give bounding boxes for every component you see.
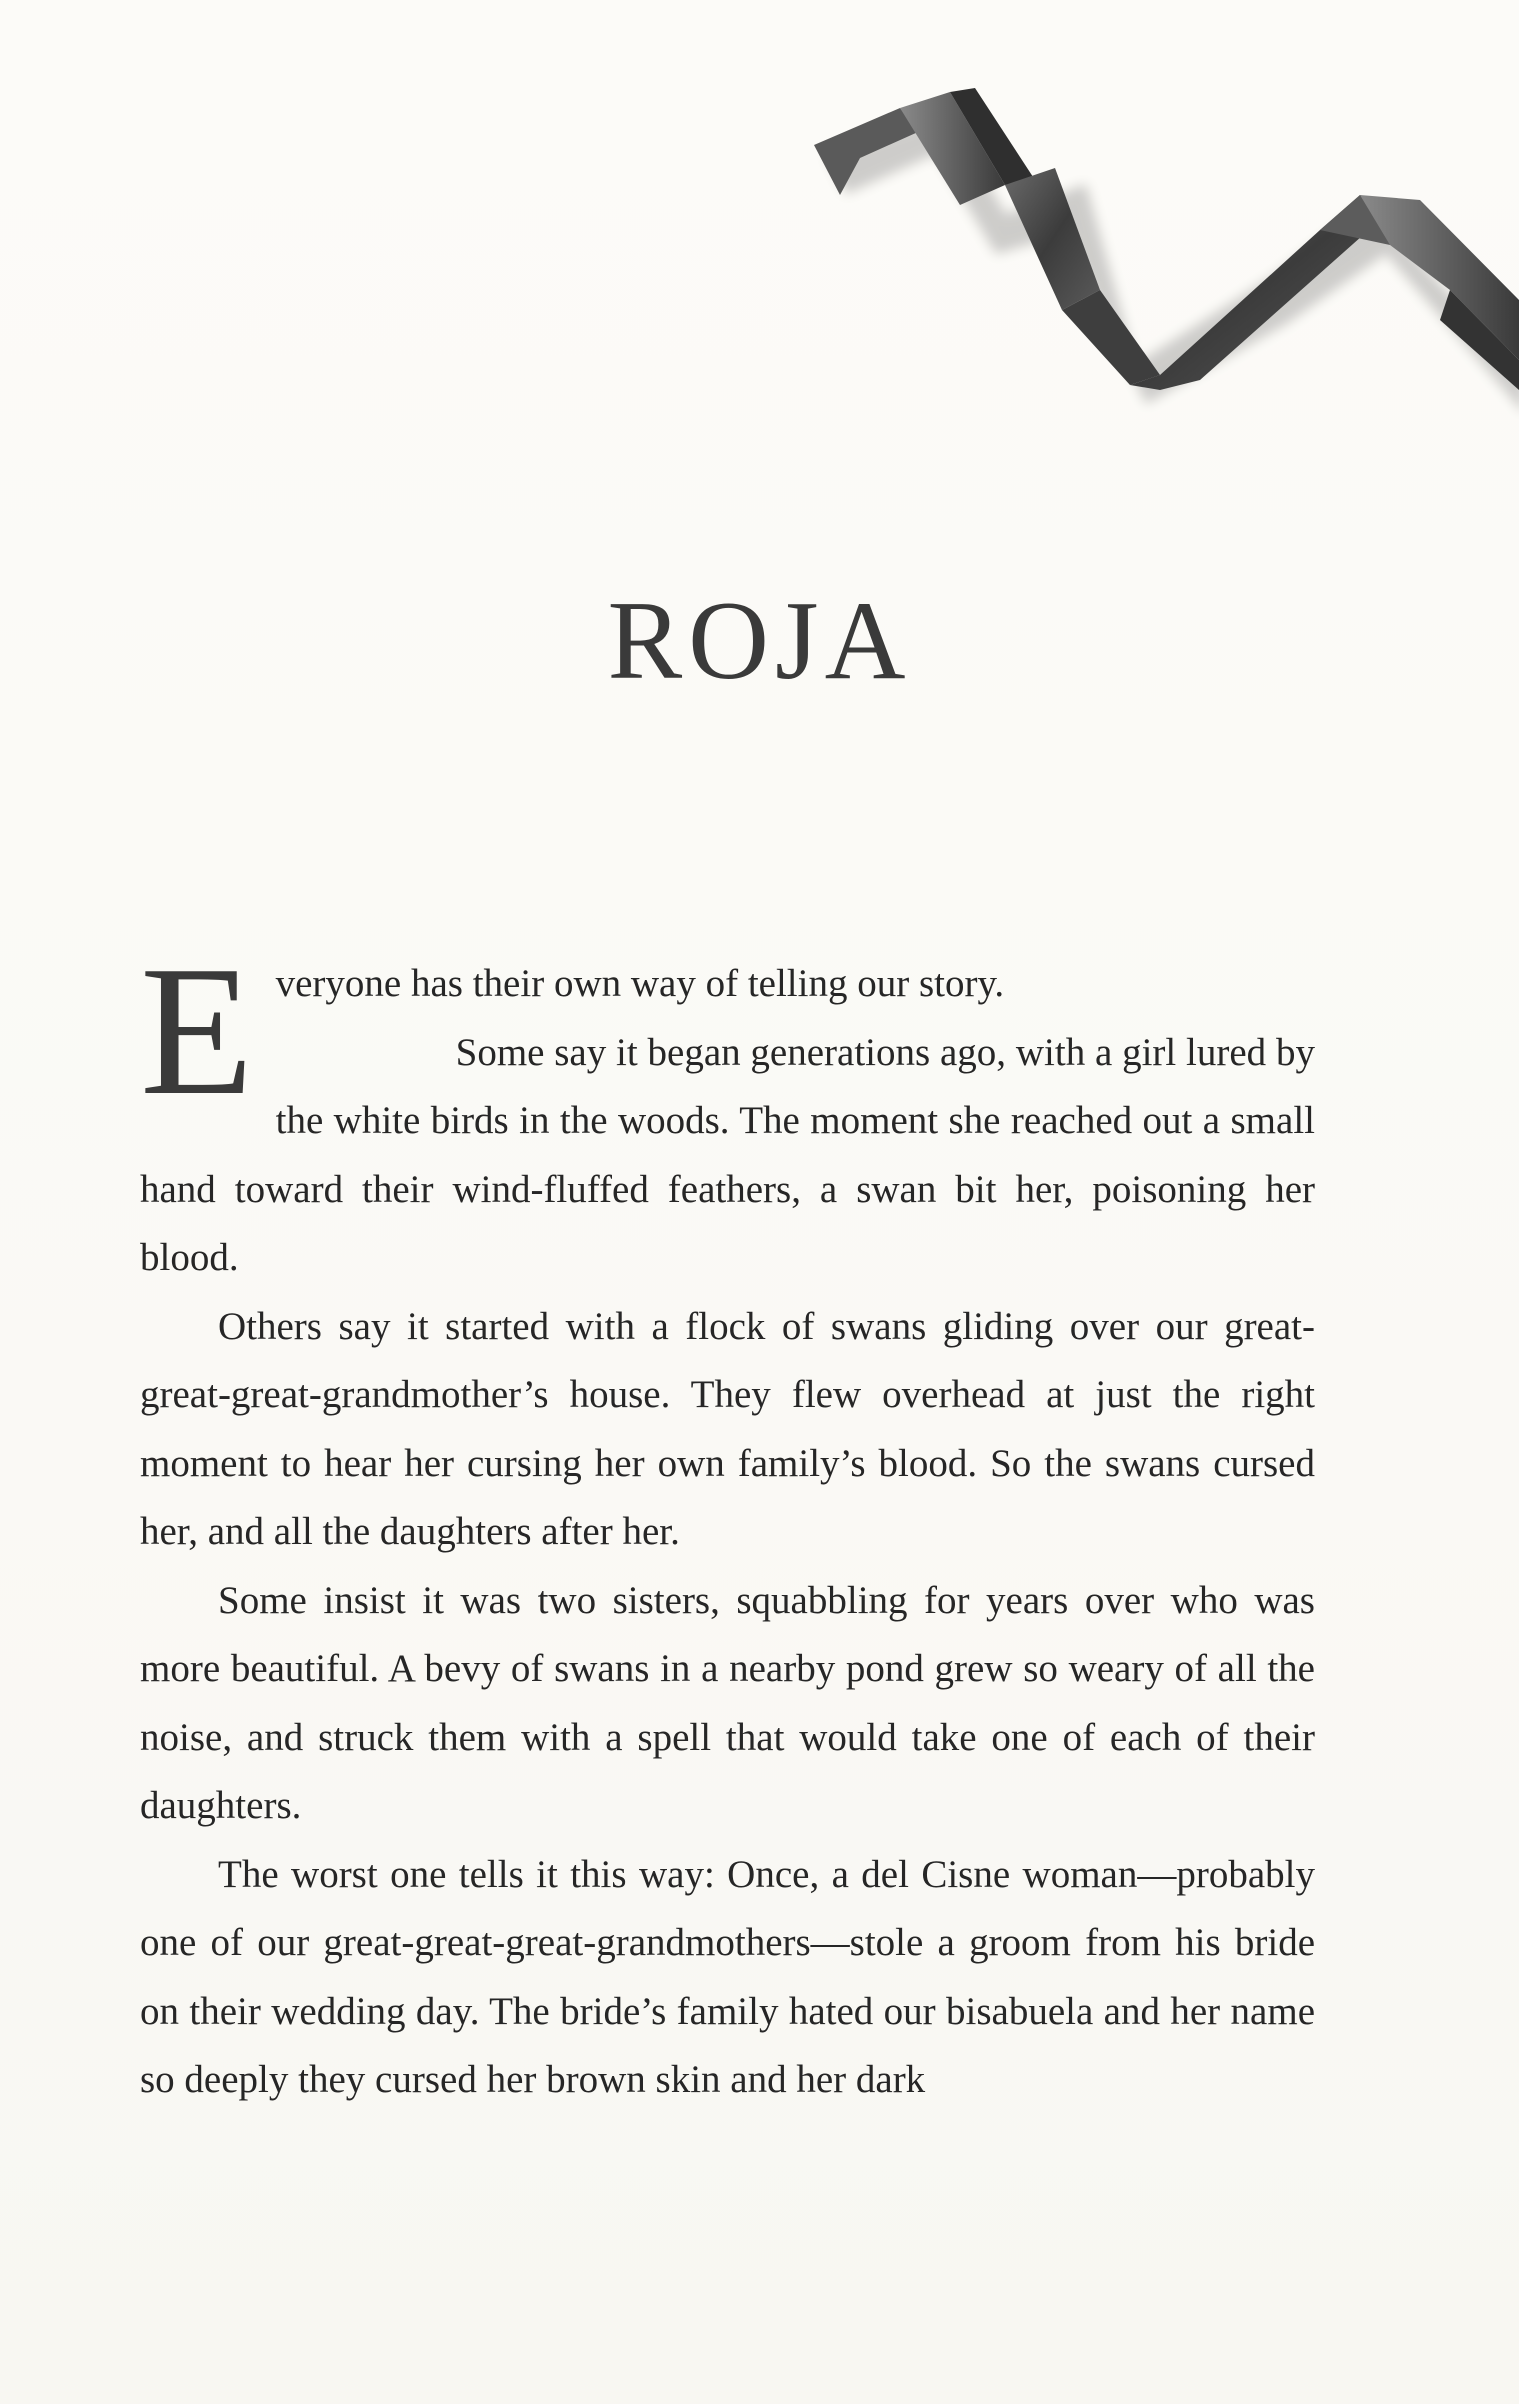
chapter-title: ROJA	[607, 579, 912, 703]
chapter-body	[140, 928, 1315, 2115]
paragraph-1-text: veryone has their own way of telling our story.	[275, 962, 1005, 1005]
drop-cap: E	[140, 928, 254, 1134]
paragraph-3: Others say it started with a flock of swans gliding over our great-great-great-grandmother’s house. They flew overhead at just the right moment to hear her cursing her own family’s blood. So the swans cursed her, and all the daughters after her.	[140, 1304, 1315, 1553]
paragraph-5: The worst one tells it this way: Once, a del Cisne woman—probably one of our great-great-great-grandmothers—stole a groom from his bride on their wedding day. The bride’s family hated our bisabuela and her name so deeply they cursed her brown skin and her dark	[140, 1852, 1315, 2101]
ribbon-icon	[800, 60, 1519, 460]
paragraph-2-text: Some say it began generations ago, with a girl lured by the white birds in the woods. The moment she reached out a small hand toward their wind-fluffed feathers, a swan bit her, poisoning her blood.	[140, 1030, 1315, 1279]
paragraph-4: Some insist it was two sisters, squabbling for years over who was more beautiful. A bevy of swans in a nearby pond grew so weary of all the noise, and struck them with a spell that would take one of each of their daughters.	[140, 1578, 1315, 1827]
paragraph-1	[140, 928, 1315, 1293]
